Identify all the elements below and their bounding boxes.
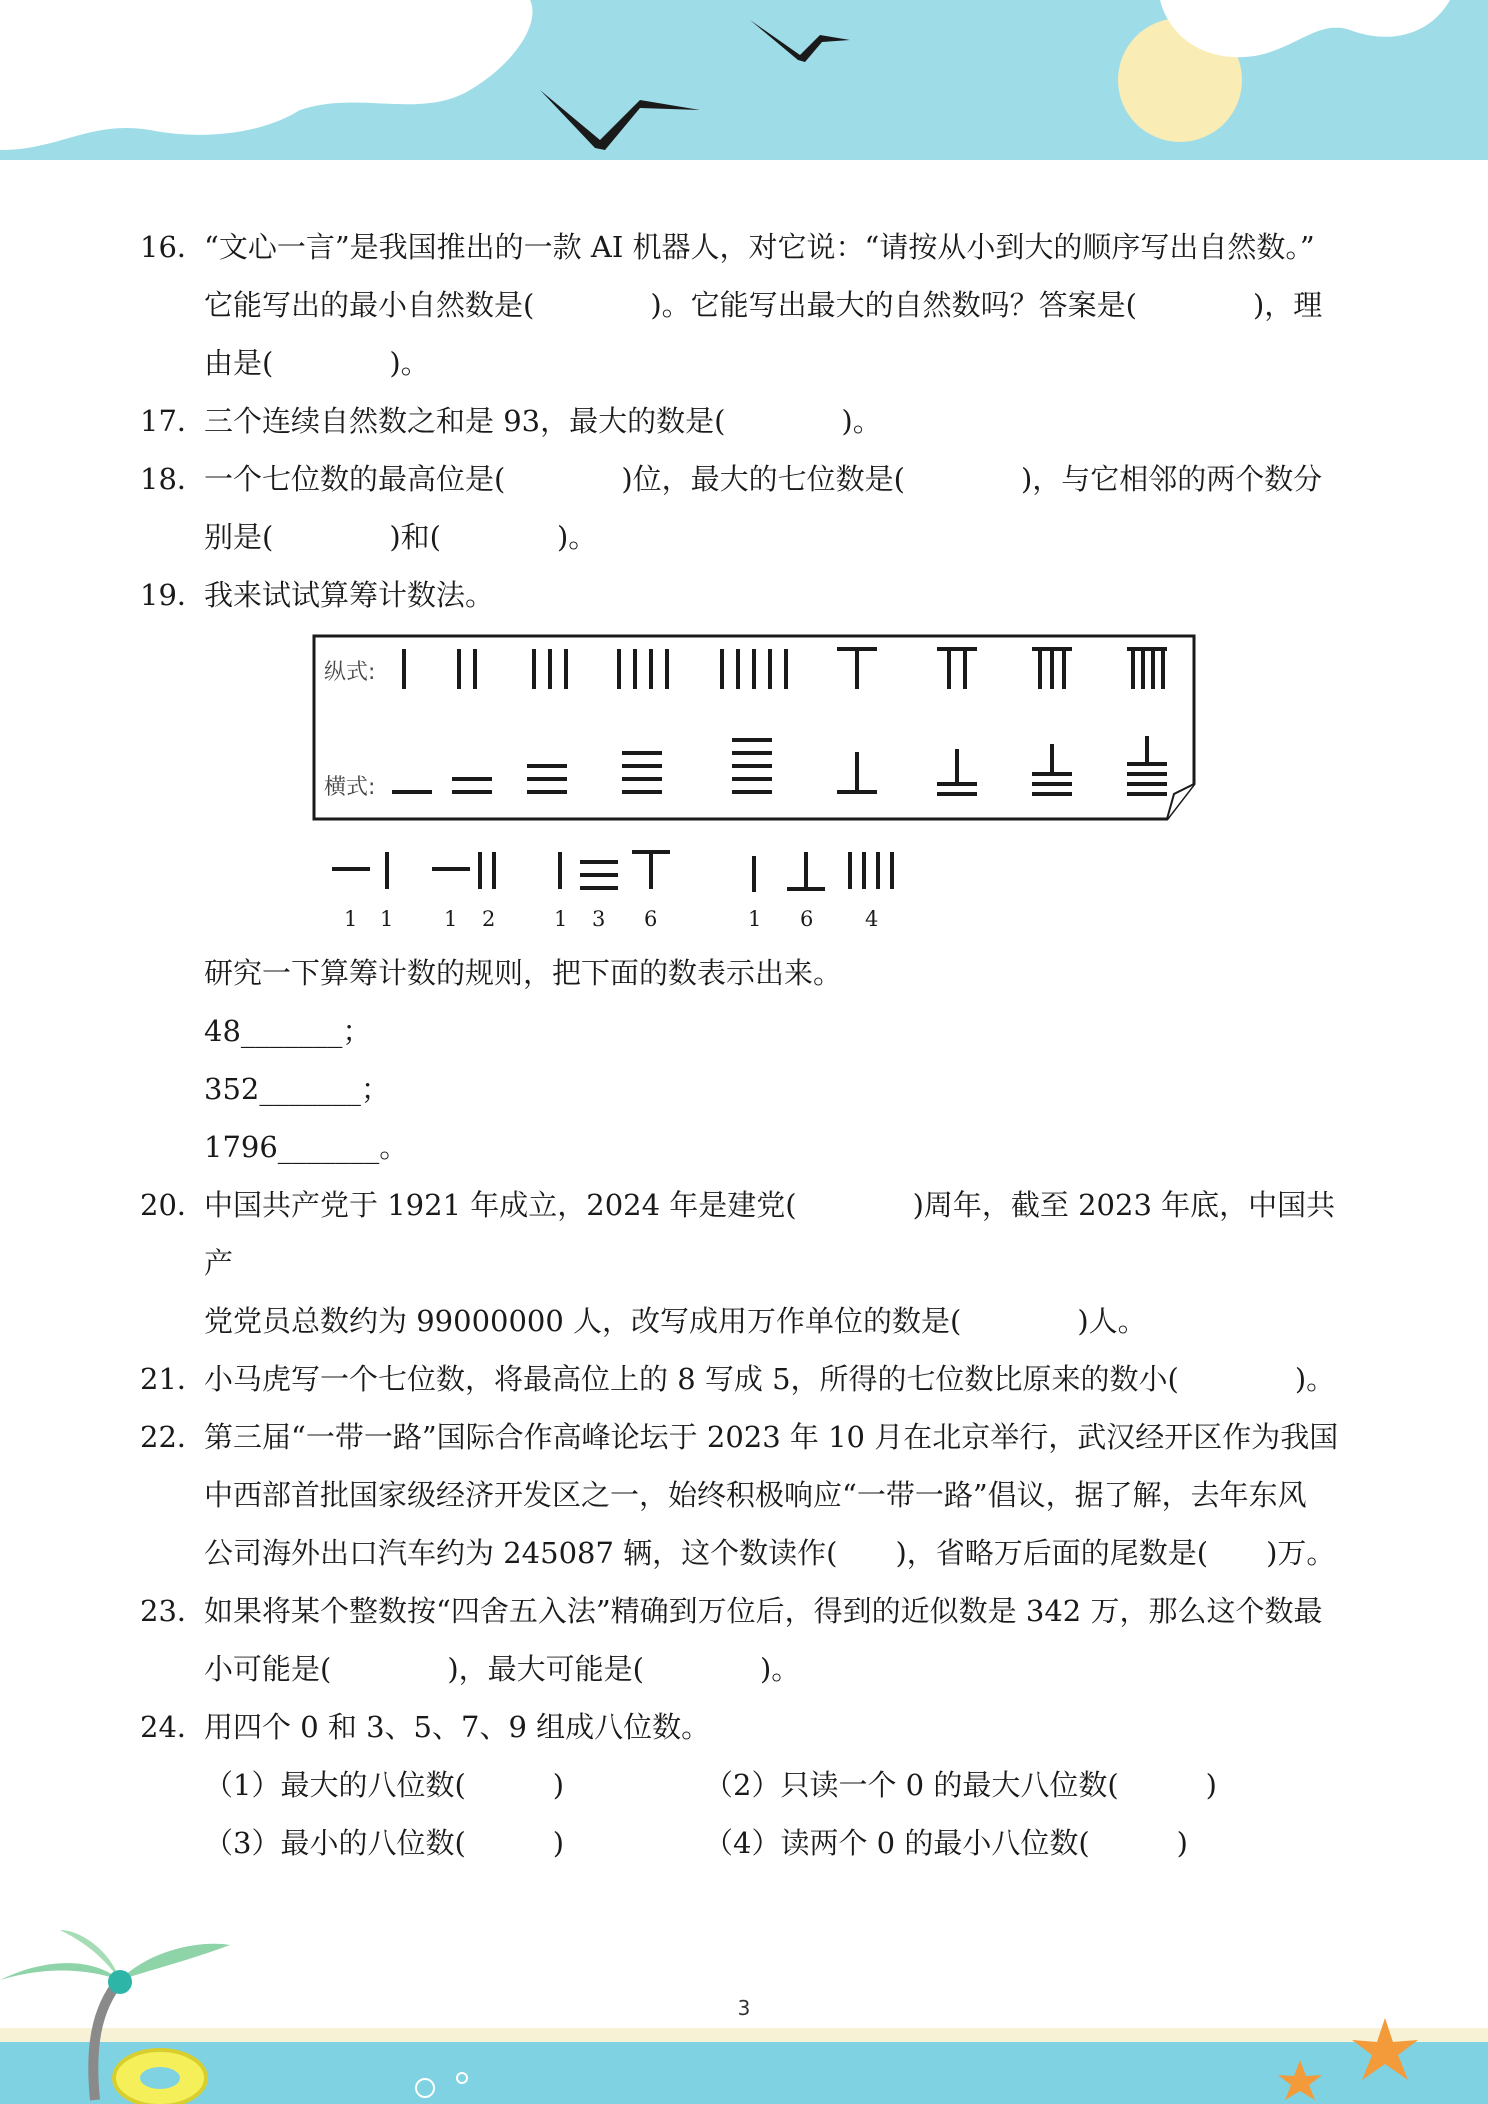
coconut-icon — [108, 1970, 132, 1994]
question-16 — [140, 218, 1350, 392]
svg-text:1: 1 — [380, 907, 394, 931]
sub-question: （2）只读一个 0 的最大八位数( ) — [704, 1768, 1217, 1802]
question-number: 21． — [140, 1362, 206, 1396]
question-19 — [140, 566, 1350, 624]
question-text: 中西部首批国家级经济开发区之一，始终积极响应“一带一路”倡议，据了解，去年东风 — [204, 1478, 1307, 1512]
sub-question: （1）最大的八位数( ) — [204, 1768, 565, 1802]
question-text: 用四个 0 和 3、5、7、9 组成八位数。 — [204, 1710, 711, 1744]
rod-examples — [332, 852, 892, 892]
question-text: 我来试试算筹计数法。 — [204, 578, 495, 612]
answer-blank-1796[interactable]: 1796_______。 — [204, 1130, 409, 1164]
header-banner — [0, 0, 1488, 170]
question-text: 三个连续自然数之和是 93，最大的数是( )。 — [204, 404, 882, 438]
horizontal-label: 横式: — [324, 775, 376, 800]
question-20 — [140, 1176, 1350, 1350]
question-number: 17． — [140, 404, 206, 438]
svg-text:1: 1 — [344, 907, 358, 931]
question-number: 16． — [140, 230, 206, 264]
sea-strip — [0, 2040, 1488, 2104]
question-text: 公司海外出口汽车约为 245087 辆，这个数读作( )，省略万后面的尾数是( )万。 — [204, 1536, 1336, 1570]
palm-leaf-icon — [120, 1944, 230, 1980]
counting-rod-figure — [312, 634, 1232, 944]
question-23 — [140, 1582, 1350, 1698]
question-text: 中国共产党于 1921 年成立，2024 年是建党( )周年，截至 2023 年底，中国共产 — [204, 1188, 1336, 1280]
svg-text:2: 2 — [482, 907, 496, 931]
question-24 — [140, 1698, 1350, 1756]
rod-example-digits — [344, 907, 878, 931]
question-17 — [140, 392, 1350, 450]
footer-banner — [0, 1900, 1488, 2104]
svg-text:1: 1 — [748, 907, 762, 931]
question-text: 一个七位数的最高位是( )位，最大的七位数是( )，与它相邻的两个数分 — [204, 462, 1323, 496]
sub-question: （4）读两个 0 的最小八位数( ) — [704, 1826, 1188, 1860]
question-number: 24． — [140, 1710, 206, 1744]
swim-ring-hole — [140, 2067, 180, 2089]
svg-text:6: 6 — [644, 907, 658, 931]
question-text: “文心一言”是我国推出的一款 AI 机器人，对它说：“请按从小到大的顺序写出自然数。” — [204, 230, 1315, 264]
vertical-label: 纵式: — [324, 660, 376, 685]
answer-blank-48[interactable]: 48_______； — [204, 1014, 372, 1048]
question-24-parts-row — [140, 1756, 1350, 1814]
question-text: 如果将某个整数按“四舍五入法”精确到万位后，得到的近似数是 342 万，那么这个数最 — [204, 1594, 1323, 1628]
svg-text:6: 6 — [800, 907, 814, 931]
question-24-parts-row — [140, 1814, 1350, 1872]
question-22 — [140, 1408, 1350, 1582]
question-text: 第三届“一带一路”国际合作高峰论坛于 2023 年 10 月在北京举行，武汉经开区作为我国 — [204, 1420, 1339, 1454]
palm-leaf-icon — [0, 1963, 120, 1980]
svg-text:3: 3 — [592, 907, 606, 931]
svg-text:1: 1 — [444, 907, 458, 931]
counting-rod-diagram — [312, 634, 1232, 944]
question-18 — [140, 450, 1350, 566]
worksheet-content — [140, 218, 1350, 1872]
instruction-text: 研究一下算筹计数的规则，把下面的数表示出来。 — [204, 956, 843, 990]
question-text: 由是( )。 — [204, 346, 430, 380]
sand-strip — [0, 2028, 1488, 2042]
question-text: 党党员总数约为 99000000 人，改写成用万作单位的数是( )人。 — [204, 1304, 1147, 1338]
question-text: 小马虎写一个七位数，将最高位上的 8 写成 5，所得的七位数比原来的数小( )。 — [204, 1362, 1336, 1396]
question-text: 别是( )和( )。 — [204, 520, 598, 554]
question-text: 它能写出的最小自然数是( )。它能写出最大的自然数吗？答案是( )，理 — [204, 288, 1323, 322]
svg-text:4: 4 — [865, 907, 879, 931]
question-number: 19． — [140, 578, 206, 612]
question-number: 20． — [140, 1188, 206, 1222]
sub-question: （3）最小的八位数( ) — [204, 1826, 565, 1860]
svg-text:1: 1 — [554, 907, 568, 931]
question-19-tail — [140, 944, 1350, 1176]
question-21 — [140, 1350, 1350, 1408]
page-number: 3 — [737, 1996, 751, 2020]
answer-blank-352[interactable]: 352_______； — [204, 1072, 390, 1106]
question-number: 22． — [140, 1420, 206, 1454]
question-number: 18． — [140, 462, 206, 496]
question-text: 小可能是( )，最大可能是( )。 — [204, 1652, 801, 1686]
question-number: 23． — [140, 1594, 206, 1628]
